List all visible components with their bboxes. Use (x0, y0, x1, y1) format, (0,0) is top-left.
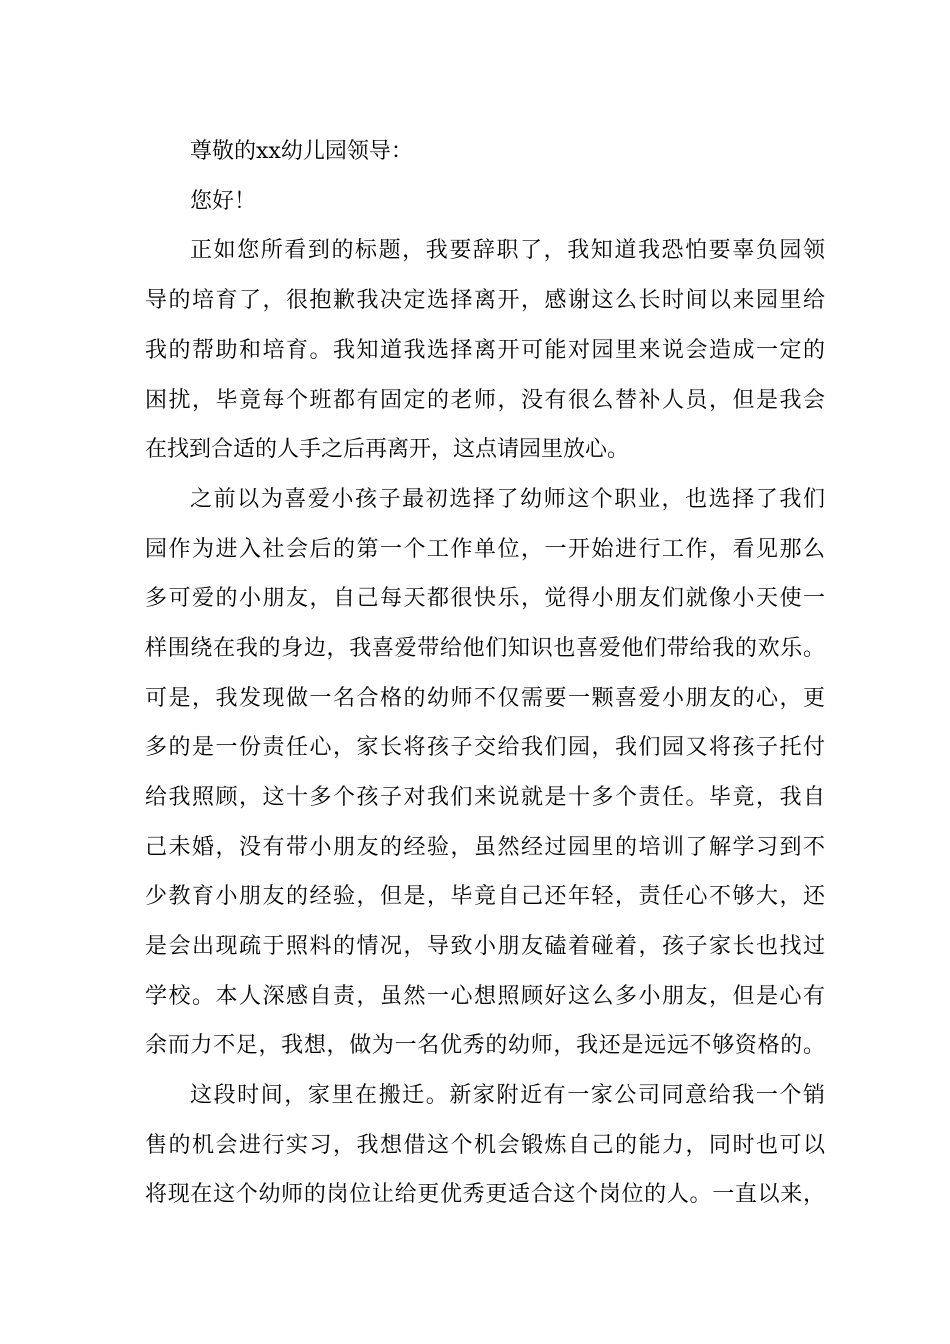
paragraph-2-line-10: 是会出现疏于照料的情况，导致小朋友磕着碰着，孩子家长也找过 (145, 934, 825, 959)
paragraph-3-line-2: 售的机会进行实习，我想借这个机会锻炼自己的能力，同时也可以 (145, 1133, 825, 1158)
salutation: 尊敬的xx幼儿园领导： (190, 139, 413, 164)
paragraph-1-line-1: 正如您所看到的标题，我要辞职了，我知道我恐怕要辜负园领 (190, 238, 825, 263)
paragraph-2-line-1: 之前以为喜爱小孩子最初选择了幼师这个职业，也选择了我们 (190, 487, 825, 512)
paragraph-3-line-1: 这段时间，家里在搬迁。新家附近有一家公司同意给我一个销 (190, 1083, 825, 1108)
greeting: 您好！ (190, 189, 257, 214)
paragraph-2-line-3: 多可爱的小朋友，自己每天都很快乐，觉得小朋友们就像小天使一 (145, 586, 825, 611)
paragraph-2-line-11: 学校。本人深感自责，虽然一心想照顾好这么多小朋友，但是心有 (145, 984, 825, 1009)
paragraph-2-line-2: 园作为进入社会后的第一个工作单位，一开始进行工作，看见那么 (145, 537, 825, 562)
paragraph-2-line-5: 可是，我发现做一名合格的幼师不仅需要一颗喜爱小朋友的心，更 (145, 686, 825, 711)
paragraph-1-line-5: 在找到合适的人手之后再离开，这点请园里放心。 (145, 437, 630, 462)
paragraph-2-line-6: 多的是一份责任心，家长将孩子交给我们园，我们园又将孩子托付 (145, 735, 825, 760)
paragraph-2-line-12: 余而力不足，我想，做为一名优秀的幼师，我还是远远不够资格的。 (145, 1033, 825, 1058)
paragraph-2-line-9: 少教育小朋友的经验，但是，毕竟自己还年轻，责任心不够大，还 (145, 884, 825, 909)
paragraph-2-line-7: 给我照顾，这十多个孩子对我们来说就是十多个责任。毕竟，我自 (145, 785, 825, 810)
paragraph-1-line-2: 导的培育了，很抱歉我决定选择离开，感谢这么长时间以来园里给 (145, 288, 825, 313)
paragraph-1-line-3: 我的帮助和培育。我知道我选择离开可能对园里来说会造成一定的 (145, 338, 825, 363)
paragraph-1-line-4: 困扰，毕竟每个班都有固定的老师，没有很么替补人员，但是我会 (145, 388, 825, 413)
paragraph-2-line-4: 样围绕在我的身边，我喜爱带给他们知识也喜爱他们带给我的欢乐。 (145, 636, 825, 661)
paragraph-3-line-3: 将现在这个幼师的岗位让给更优秀更适合这个岗位的人。一直以来， (145, 1182, 825, 1207)
paragraph-2-line-8: 己未婚，没有带小朋友的经验，虽然经过园里的培训了解学习到不 (145, 835, 825, 860)
